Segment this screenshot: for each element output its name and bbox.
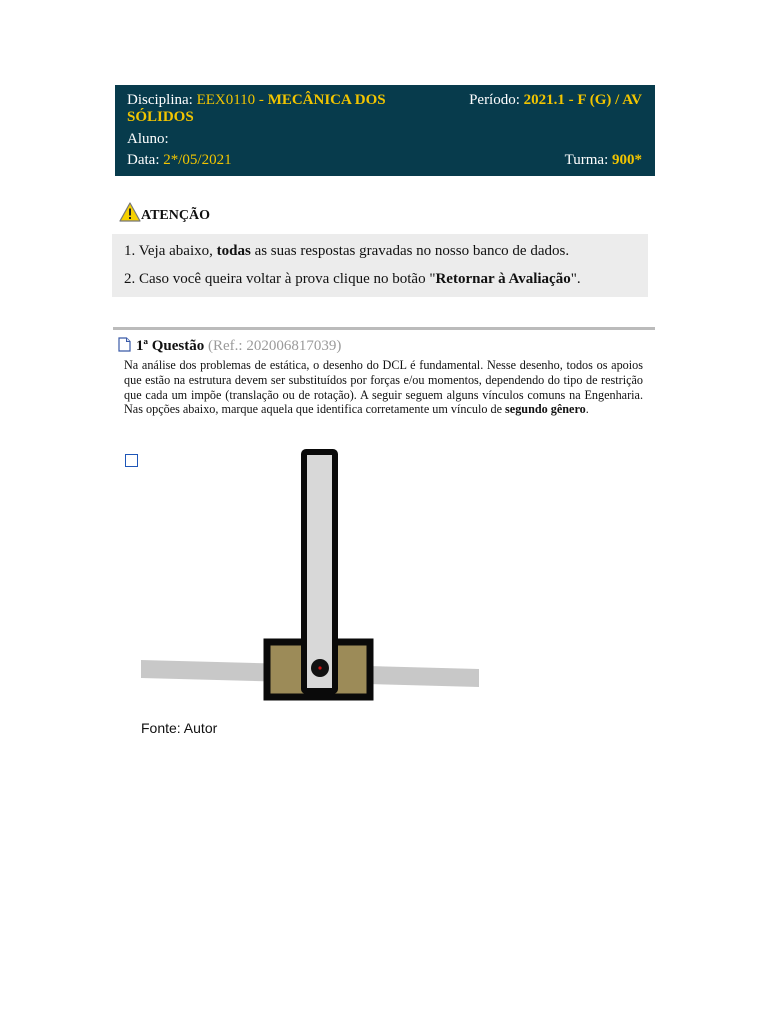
periodo-label: Período: xyxy=(469,92,520,108)
data-value: 2*/05/2021 xyxy=(163,152,232,168)
figure-source: Fonte: Autor xyxy=(141,720,218,736)
question-text xyxy=(124,358,643,417)
notice-item-1 xyxy=(124,243,569,260)
turma-value: 900* xyxy=(612,152,642,168)
notice-item-1-text-end: as suas respostas gravadas no nosso banco de dados. xyxy=(250,243,570,259)
vertical-bar xyxy=(304,452,335,691)
turma-label: Turma: xyxy=(564,152,609,168)
data-info xyxy=(127,152,232,169)
document-icon xyxy=(118,337,131,352)
pin-center xyxy=(318,666,321,669)
disciplina-label: Disciplina: xyxy=(127,92,193,108)
periodo-value: 2021.1 - F (G) / AV xyxy=(523,92,642,108)
exam-header xyxy=(115,85,655,176)
section-divider xyxy=(113,327,655,330)
notice-item-2-emphasis: Retornar à Avaliação xyxy=(435,271,571,287)
attention-label: ATENÇÃO xyxy=(141,208,210,223)
support-figure xyxy=(140,448,485,710)
turma-info xyxy=(565,152,642,169)
question-title: 1ª Questão xyxy=(136,338,205,354)
disciplina-name: MECÂNICA DOS SÓLIDOS xyxy=(127,92,386,125)
disciplina-info xyxy=(127,92,427,126)
aluno-info xyxy=(127,131,169,148)
notice-item-1-emphasis: todas xyxy=(216,243,251,259)
warning-icon xyxy=(119,202,141,222)
data-label: Data: xyxy=(127,152,160,168)
question-text-emphasis: segundo gênero xyxy=(505,402,586,417)
notice-item-1-text: 1. Veja abaixo, xyxy=(124,243,217,259)
notice-item-2 xyxy=(124,271,581,288)
periodo-info xyxy=(442,92,642,109)
question-text-body: Na análise dos problemas de estática, o desenho do DCL é fundamental. Nesse desenho, todos os apoios que estão na estrutura devem ser substituídos por forças e/ou momentos, dependendo do tipo de restrição que cada um impõe (translação ou de rotação). A seguir seguem alguns vínculos comuns na Engenharia. Nas opções abaixo, marque aquela que identifica corretamente um vínculo de xyxy=(124,358,643,417)
question-text-end: . xyxy=(585,402,589,417)
notice-item-2-text-end: ". xyxy=(570,271,581,287)
notice-box xyxy=(112,234,648,297)
question-header xyxy=(118,337,341,355)
aluno-label: Aluno: xyxy=(127,131,169,147)
notice-item-2-text: 2. Caso você queira voltar à prova clique no botão " xyxy=(124,271,436,287)
disciplina-code: EEX0110 - xyxy=(196,92,264,108)
question-ref: (Ref.: 202006817039) xyxy=(208,338,342,354)
answer-option-checkbox[interactable] xyxy=(125,454,138,467)
